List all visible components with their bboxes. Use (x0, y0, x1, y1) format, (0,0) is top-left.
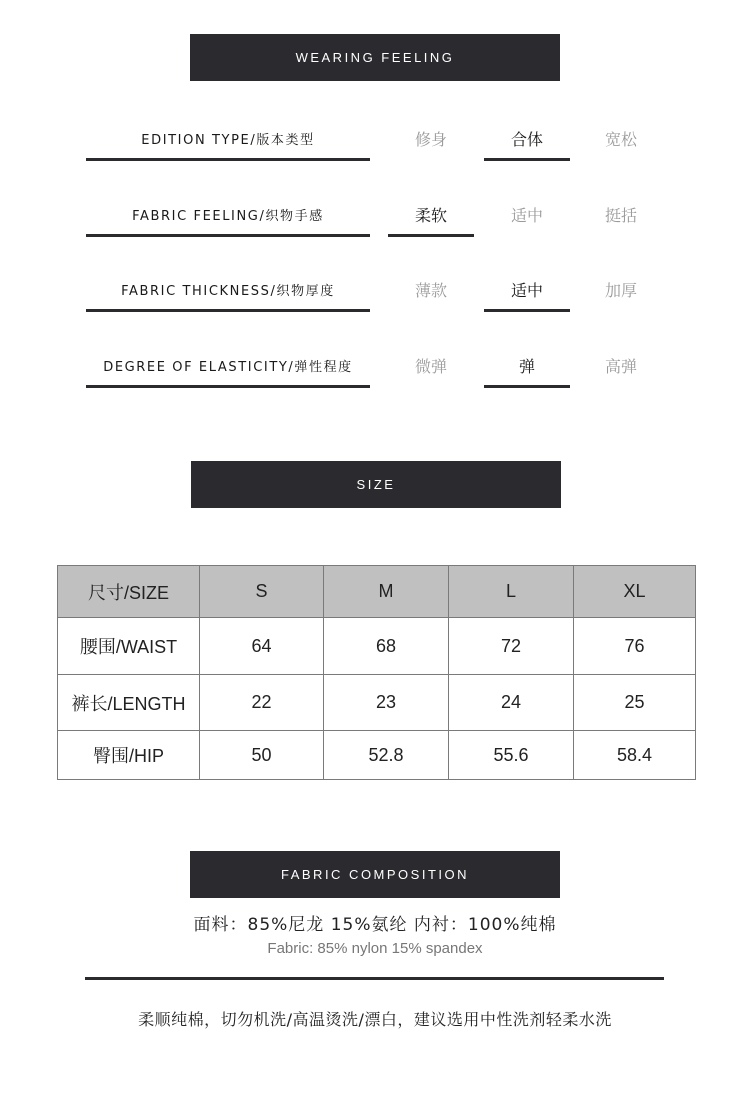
attr-row-fabric-thickness (0, 269, 750, 329)
table-cell: 22 (200, 675, 324, 731)
header-cell: S (200, 566, 324, 618)
divider (85, 977, 664, 980)
option-soft: 柔软 (388, 194, 474, 237)
table-cell: 72 (449, 618, 574, 675)
option-fit: 合体 (484, 118, 570, 161)
attr-label: FABRIC THICKNESS/织物厚度 (86, 269, 370, 312)
attr-label: EDITION TYPE/版本类型 (86, 118, 370, 161)
table-row (58, 675, 696, 731)
wearing-feeling-banner (190, 34, 560, 81)
table-row (58, 731, 696, 780)
table-row (58, 618, 696, 675)
size-banner (191, 461, 561, 508)
size-title: SIZE (356, 477, 396, 492)
table-cell: 24 (449, 675, 574, 731)
composition-chinese: 面料：85%尼龙 15%氨纶 内衬：100%纯棉 (193, 915, 557, 935)
option-thin: 薄款 (414, 280, 447, 300)
table-header-row (58, 566, 696, 618)
attr-row-elasticity (0, 345, 750, 405)
table-cell: 55.6 (449, 731, 574, 780)
attr-label: FABRIC FEELING/织物手感 (86, 194, 370, 237)
option-slight-stretch: 微弹 (414, 356, 447, 376)
table-cell: 23 (324, 675, 449, 731)
header-cell: 尺寸/SIZE (58, 566, 200, 618)
fabric-composition-title: FABRIC COMPOSITION (280, 867, 469, 882)
option-moderate: 适中 (510, 205, 543, 225)
option-medium: 适中 (484, 269, 570, 312)
table-cell: 50 (200, 731, 324, 780)
size-table (57, 565, 696, 780)
care-instructions: 柔顺纯棉，切勿机洗/高温烫洗/漂白，建议选用中性洗剂轻柔水洗 (138, 1010, 612, 1029)
attr-row-edition-type (0, 118, 750, 178)
attr-row-fabric-feeling (0, 194, 750, 254)
table-cell: 68 (324, 618, 449, 675)
table-cell: 25 (574, 675, 696, 731)
table-cell: 64 (200, 618, 324, 675)
header-cell: M (324, 566, 449, 618)
composition-english: Fabric: 85% nylon 15% spandex (267, 940, 483, 957)
table-cell: 58.4 (574, 731, 696, 780)
row-label: 臀围/HIP (58, 731, 200, 780)
header-cell: XL (574, 566, 696, 618)
table-cell: 52.8 (324, 731, 449, 780)
attr-label: DEGREE OF ELASTICITY/弹性程度 (86, 345, 370, 388)
header-cell: L (449, 566, 574, 618)
row-label: 腰围/WAIST (58, 618, 200, 675)
option-stiff: 挺括 (604, 205, 637, 225)
fabric-composition-banner (190, 851, 560, 898)
option-loose: 宽松 (604, 129, 637, 149)
option-high-stretch: 高弹 (604, 356, 637, 376)
table-cell: 76 (574, 618, 696, 675)
option-stretch: 弹 (484, 345, 570, 388)
wearing-feeling-title: WEARING FEELING (295, 50, 455, 65)
option-thick: 加厚 (604, 280, 637, 300)
option-slim: 修身 (414, 129, 447, 149)
row-label: 裤长/LENGTH (58, 675, 200, 731)
